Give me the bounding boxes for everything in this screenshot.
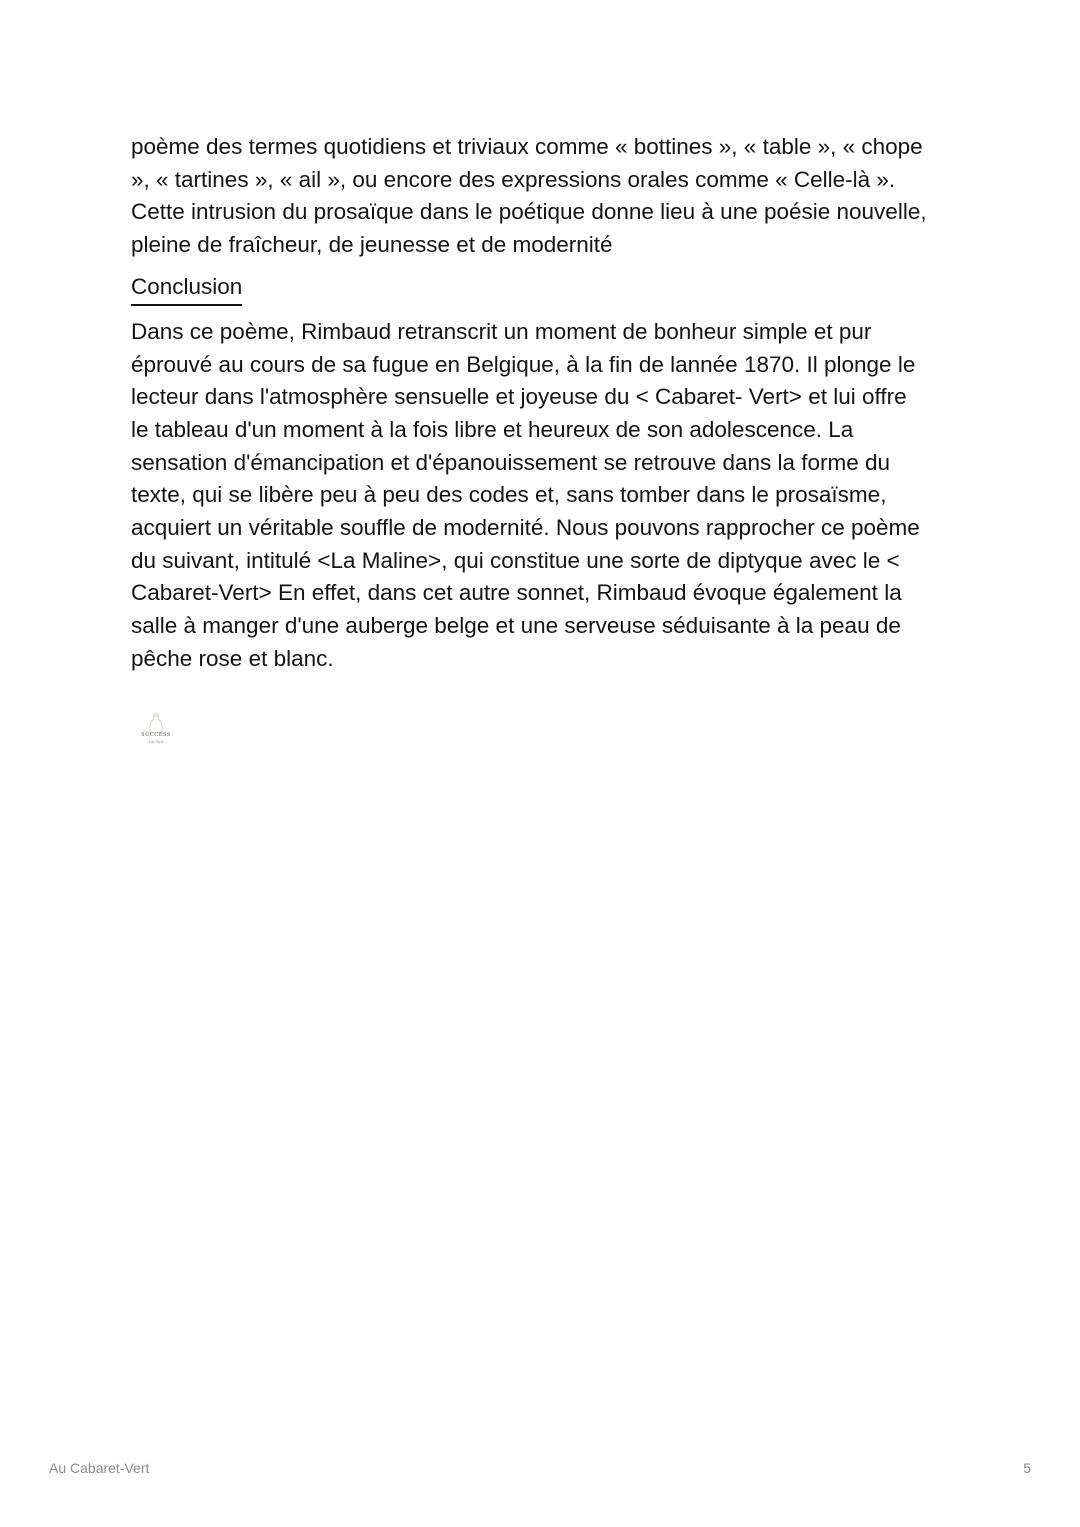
bottle-logo-icon — [136, 712, 176, 734]
intro-line: pleine de fraîcheur, de jeunesse et de modernité — [131, 232, 613, 258]
intro-line: », « tartines », « ail », ou encore des expressions orales comme « Celle-là ». — [131, 166, 896, 192]
conclusion-line: Dans ce poème, Rimbaud retranscrit un moment de bonheur simple et pur — [131, 318, 872, 344]
conclusion-line: salle à manger d'une auberge belge et une serveuse séduisante à la peau de — [131, 613, 901, 639]
conclusion-line: texte, qui se libère peu à peu des codes et, sans tomber dans le prosaïsme, — [131, 482, 887, 508]
conclusion-paragraph — [131, 316, 961, 676]
conclusion-line: acquiert un véritable souffle de modernité. Nous pouvons rapprocher ce poème — [131, 515, 920, 541]
document-content — [131, 131, 961, 676]
conclusion-line: du suivant, intitulé <La Maline>, qui constitue une sorte de diptyque avec le < — [131, 547, 900, 573]
conclusion-line: Cabaret-Vert> En effet, dans cet autre sonnet, Rimbaud évoque également la — [131, 580, 902, 606]
success-logo — [136, 712, 176, 746]
intro-line: Cette intrusion du prosaïque dans le poétique donne lieu à une poésie nouvelle, — [131, 199, 927, 225]
logo-subtext: Life Style — [148, 739, 164, 744]
conclusion-line: éprouvé au cours de sa fugue en Belgique, à la fin de lannée 1870. Il plonge le — [131, 351, 916, 377]
footer-page-number: 5 — [1023, 1460, 1031, 1476]
logo-text: SUCCESS — [141, 732, 171, 738]
intro-line: poème des termes quotidiens et triviaux comme « bottines », « table », « chope — [131, 134, 923, 159]
conclusion-line: pêche rose et blanc. — [131, 645, 334, 671]
conclusion-line: sensation d'émancipation et d'épanouissement se retrouve dans la forme du — [131, 449, 891, 475]
conclusion-heading: Conclusion — [131, 272, 242, 306]
conclusion-line: lecteur dans l'atmosphère sensuelle et joyeuse du < Cabaret- Vert> et lui offre — [131, 384, 907, 410]
conclusion-line: le tableau d'un moment à la fois libre et heureux de son adolescence. La — [131, 416, 854, 442]
intro-paragraph — [131, 131, 961, 262]
footer-document-title: Au Cabaret-Vert — [49, 1460, 150, 1476]
